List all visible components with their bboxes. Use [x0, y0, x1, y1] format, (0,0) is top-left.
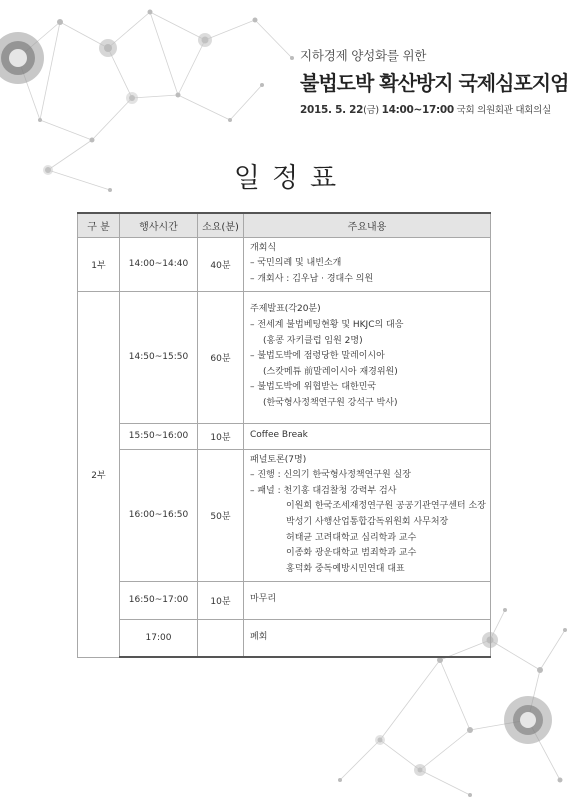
content-line: – 진행 : 신의기 한국형사정책연구원 실장: [250, 470, 411, 481]
table-header-row: [78, 213, 491, 237]
duration-cell: 10분: [198, 423, 244, 449]
time-cell: 17:00: [120, 619, 198, 657]
duration-cell: 50분: [198, 449, 244, 581]
content-line: Coffee Break: [250, 430, 308, 441]
column-header-section: 구 분: [78, 213, 120, 237]
event-header: [300, 46, 569, 116]
event-date: 2015. 5. 22: [300, 104, 364, 116]
content-line: (스캇메튜 前말레이시아 재경위원): [263, 366, 398, 377]
time-cell: 14:00~14:40: [120, 237, 198, 291]
content-line: – 패널 : 천기홍 대검찰청 강력부 검사: [250, 485, 397, 496]
table-row: [78, 237, 491, 291]
event-weekday: (금): [363, 105, 379, 116]
table-row: [78, 291, 491, 423]
content-line: 개회식: [250, 242, 277, 253]
content-cell: [244, 237, 491, 291]
content-line: – 개회사 : 김우남 · 경대수 의원: [250, 273, 374, 284]
event-time: 14:00~17:00: [381, 104, 454, 116]
content-line: 폐회: [250, 631, 268, 642]
column-header-time: 행사시간: [120, 213, 198, 237]
content-line: – 불법도박에 위협받는 대한민국: [250, 382, 377, 393]
event-title: 불법도박 확산방지 국제심포지엄: [300, 71, 569, 95]
content-cell: [244, 423, 491, 449]
content-line: 허태균 고려대학교 심리학과 교수: [286, 532, 417, 543]
section-cell: 1부: [78, 237, 120, 291]
content-line: 박성기 사행산업통합감독위원회 사무처장: [286, 517, 449, 527]
content-cell: [244, 581, 491, 619]
column-header-duration: 소요(분): [198, 213, 244, 237]
content-cell: [244, 291, 491, 423]
content-line: 이종화 광운대학교 범죄학과 교수: [286, 548, 417, 559]
table-row: [78, 619, 491, 657]
table-row: [78, 449, 491, 581]
content-line: – 불법도박에 점령당한 말레이시아: [250, 351, 385, 362]
content-line: 홍덕화 중독예방시민연대 대표: [286, 563, 405, 574]
content-line: 패널토론(7명): [250, 454, 307, 465]
section-cell: 2부: [78, 291, 120, 657]
schedule-table: [77, 212, 491, 658]
time-cell: 16:50~17:00: [120, 581, 198, 619]
duration-cell: 10분: [198, 581, 244, 619]
event-subtitle: 지하경제 양성화를 위한: [300, 48, 427, 63]
content-line: (홍콩 자키클럽 임원 2명): [263, 335, 363, 346]
event-venue: 국회 의원회관 대회의실: [456, 105, 551, 116]
event-info: [300, 102, 560, 116]
content-line: (한국형사정책연구원 강석구 박사): [263, 397, 398, 408]
time-cell: 15:50~16:00: [120, 423, 198, 449]
content-cell: [244, 619, 491, 657]
content-line: – 국민의례 및 내빈소개: [250, 258, 342, 269]
content-line: – 전세계 불법베팅현황 및 HKJC의 대응: [250, 320, 404, 331]
time-cell: 14:50~15:50: [120, 291, 198, 423]
content-cell: [244, 449, 491, 581]
time-cell: 16:00~16:50: [120, 449, 198, 581]
table-row: [78, 581, 491, 619]
column-header-content: 주요내용: [244, 213, 491, 237]
duration-cell: 40분: [198, 237, 244, 291]
content-line: 주제발표(각20분): [250, 304, 321, 315]
duration-cell: 60분: [198, 291, 244, 423]
table-row: [78, 423, 491, 449]
content-line: 이원희 한국조세재정연구원 공공기관연구센터 소장: [286, 501, 486, 512]
duration-cell: [198, 619, 244, 657]
content-line: 마무리: [250, 594, 277, 605]
document-title: 일정표: [233, 163, 349, 194]
